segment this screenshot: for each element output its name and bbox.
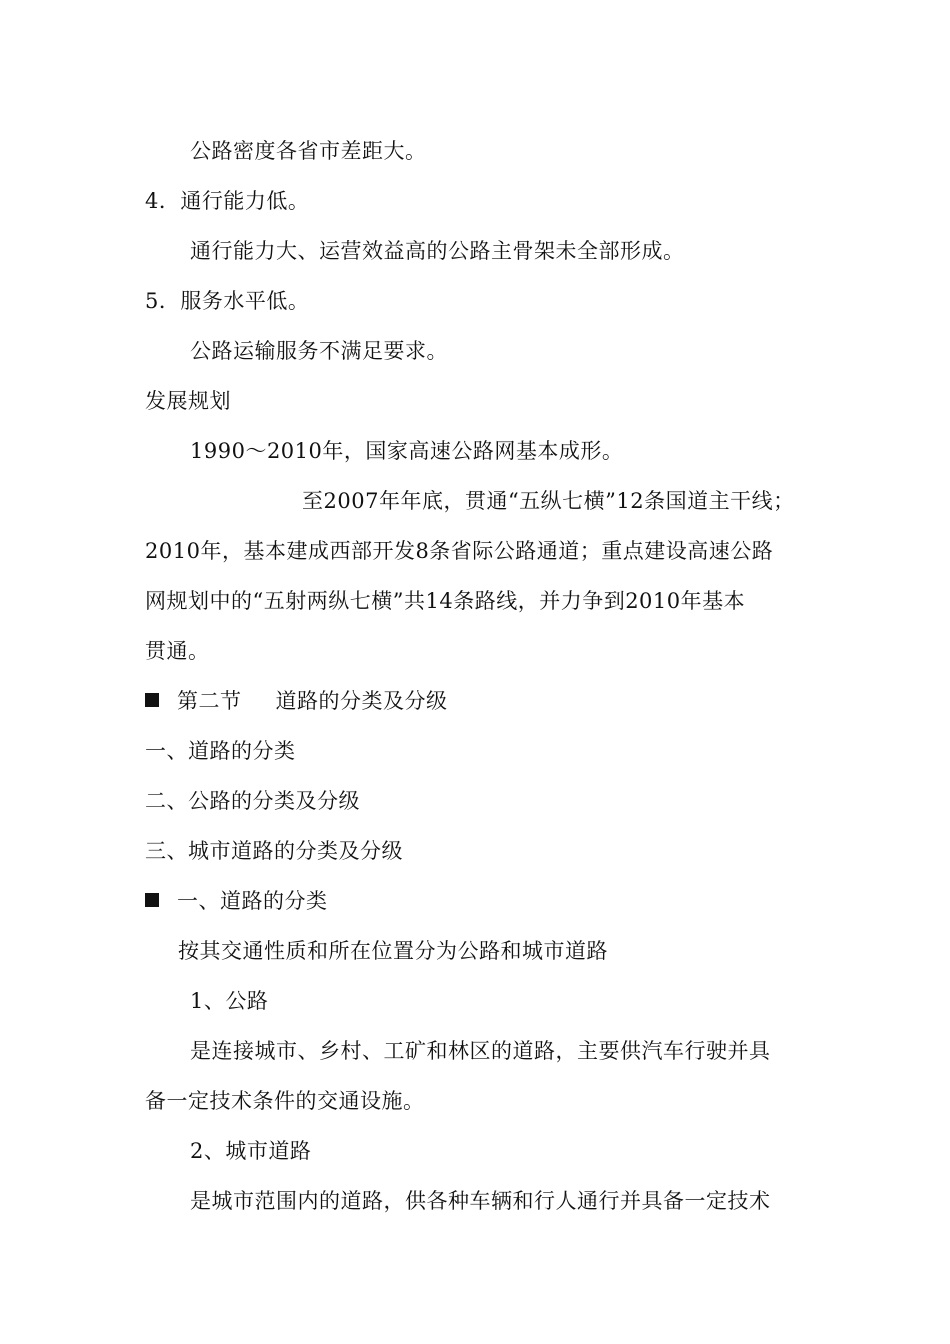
subsection-heading [145,887,328,915]
paragraph-capacity: 通行能力大、运营效益高的公路主骨架未全部形成。 [190,239,685,263]
section-title: 道路的分类及分级 [275,689,448,713]
paragraph-classification: 按其交通性质和所在位置分为公路和城市道路 [178,939,608,963]
paragraph-plan-2010-line3: 贯通。 [145,639,210,663]
list-heading-capacity: 4．通行能力低。 [145,189,310,213]
paragraph-plan-1990-2010: 1990～2010年，国家高速公路网基本成形。 [190,439,624,463]
section-label: 第二节 [177,689,242,713]
outline-item-2: 二、公路的分类及分级 [145,789,360,813]
outline-item-3: 三、城市道路的分类及分级 [145,839,403,863]
paragraph-plan-2010-line2: 网规划中的“五射两纵七横”共14条路线，并力争到2010年基本 [145,589,746,613]
paragraph-highway-line2: 备一定技术条件的交通设施。 [145,1089,425,1113]
heading-development-plan: 发展规划 [145,389,231,413]
paragraph-service: 公路运输服务不满足要求。 [190,339,448,363]
section-heading [145,687,448,715]
list-heading-service: 5．服务水平低。 [145,289,310,313]
paragraph-road-density: 公路密度各省市差距大。 [190,139,427,163]
square-bullet-icon [145,693,159,707]
paragraph-plan-2007: 至2007年年底，贯通“五纵七横”12条国道主干线； [302,489,795,513]
paragraph-plan-2010-line1: 2010年，基本建成西部开发8条省际公路通道；重点建设高速公路 [145,539,774,563]
square-bullet-icon [145,893,159,907]
item-urban-road-heading: 2、城市道路 [190,1139,312,1163]
paragraph-urban-road-line1: 是城市范围内的道路，供各种车辆和行人通行并具备一定技术 [190,1189,771,1213]
subsection-title: 一、道路的分类 [177,889,328,913]
paragraph-highway-line1: 是连接城市、乡村、工矿和林区的道路，主要供汽车行驶并具 [190,1039,771,1063]
item-highway-heading: 1、公路 [190,989,269,1013]
outline-item-1: 一、道路的分类 [145,739,296,763]
